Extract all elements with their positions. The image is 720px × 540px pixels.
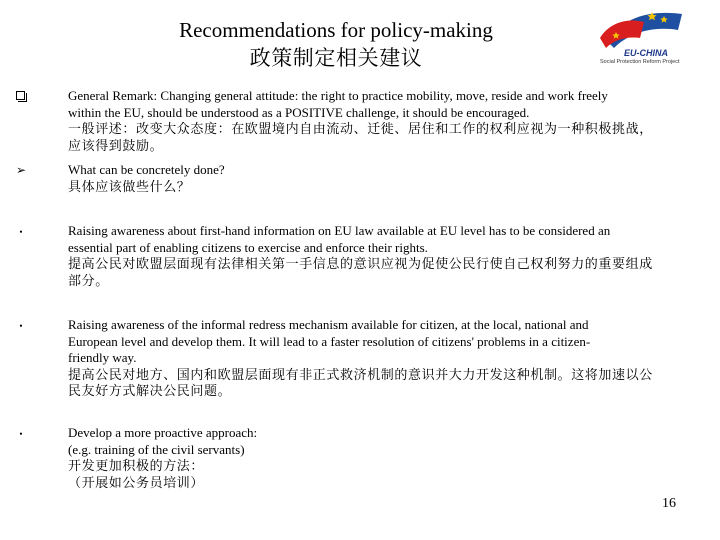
text-line: Develop a more proactive approach: (68, 425, 258, 440)
text-line: within the EU, should be understood as a POSITIVE challenge, it should be encouraged. (68, 104, 530, 120)
text-line: essential part of enabling citizens to exercise and enforce their rights. (68, 239, 428, 255)
text-line: General Remark: Changing general attitude: the right to practice mobility, move, reside and work freely (68, 88, 608, 103)
item-text (68, 425, 678, 491)
text-line: (e.g. training of the civil servants) (68, 441, 245, 457)
logo-subtitle: Social Protection Reform Project (600, 59, 680, 65)
item-text (68, 317, 678, 400)
text-line: friendly way. (68, 350, 137, 365)
dot-bullet-icon: • (19, 321, 23, 331)
text-line: 提高公民对地方、国内和欧盟层面现有非正式救济机制的意识并大力开发这种机制。这将加速以公 (68, 366, 653, 382)
text-line: 开发更加积极的方法： (68, 458, 205, 473)
text-line: 应该得到鼓励。 (68, 137, 164, 153)
item-text (68, 223, 678, 289)
text-line: 民友好方式解决公民问题。 (68, 383, 232, 398)
text-line: 具体应该做些什么？ (68, 178, 191, 194)
eu-china-logo (594, 8, 688, 72)
dot-bullet-icon: • (19, 429, 23, 439)
page-title (0, 16, 672, 72)
item-text (68, 162, 678, 195)
title-chinese: 政策制定相关建议 (249, 46, 423, 70)
title-english: Recommendations for policy-making (179, 18, 493, 42)
text-line: 提高公民对欧盟层面现有法律相关第一手信息的意识应视为促使公民行使自己权利努力的重要组成 (68, 256, 653, 271)
text-line: Raising awareness of the informal redress mechanism available for citizen, at the local, national and (68, 317, 589, 332)
text-line: What can be concretely done? (68, 162, 225, 177)
page-number: 16 (662, 496, 676, 511)
text-line: 部分。 (68, 272, 109, 288)
item-text (68, 88, 678, 154)
text-line: Raising awareness about first-hand information on EU law available at EU level has to be considered an (68, 223, 611, 238)
logo-brand: EU-CHINA (624, 48, 668, 58)
checkbox-bullet-icon (16, 91, 25, 100)
text-line: European level and develop them. It will lead to a faster resolution of citizens' problems in a citizen- (68, 333, 591, 349)
dot-bullet-icon: • (19, 227, 23, 237)
text-line: 一般评述：改变大众态度：在欧盟境内自由流动、迁徙、居住和工作的权利应视为一种积极挑战， (68, 121, 653, 136)
text-line: （开展如公务员培训） (68, 474, 205, 490)
flag-emblem-icon (594, 8, 688, 52)
arrow-bullet-icon: ➢ (15, 163, 27, 177)
